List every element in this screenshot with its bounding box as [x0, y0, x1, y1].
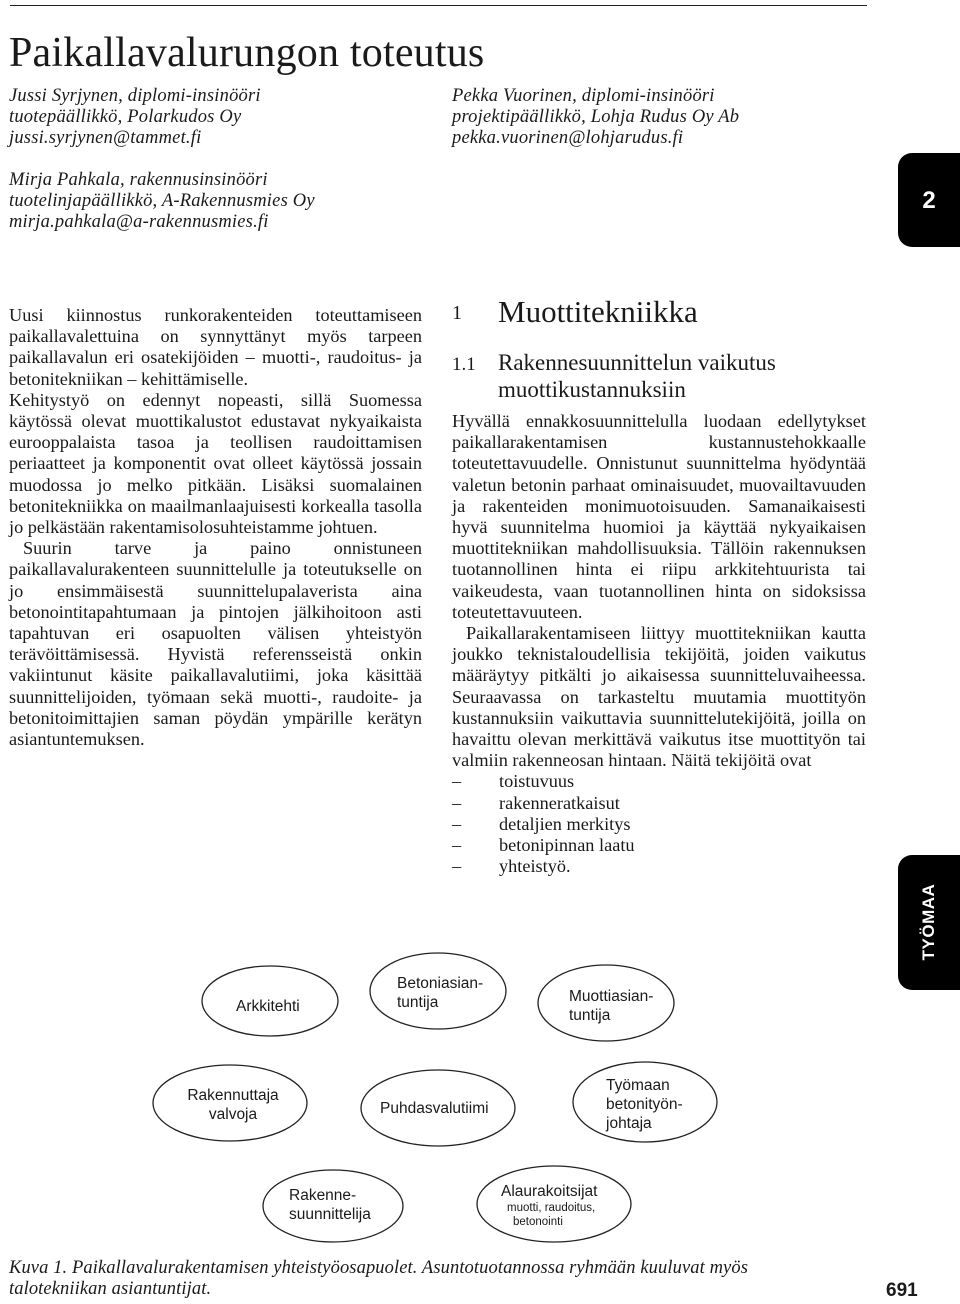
intro-paragraph-2: Kehitystyö on edennyt nopeasti, sillä Suomessa käytössä olevat muottikalustot edustavat nykyaikaista eurooppalaista tasoa ja teollisen raudoittamisen periaatteet ja komponentit ovat olleet käytössä jossain muodossa jo melko pitkään. Lisäksi suomalainen betonitekniikka on maailmanlaajuisesti korkealla tasolla jo pelkästään rakentamisolosuhteistamme johtuen.: [9, 389, 422, 538]
author-name: Mirja Pahkala, rakennusinsinööri: [9, 170, 268, 190]
node-betoniasiantuntija: [397, 974, 483, 1012]
node-arkkitehti: Arkkitehti: [236, 998, 300, 1015]
author-role: tuotelinjapäällikkö, A-Rakennusmies Oy: [9, 191, 315, 211]
node-label-line: valvoja: [208, 1106, 258, 1123]
list-item: – detaljien merkitys: [452, 814, 866, 835]
author-email: jussi.syrjynen@tammet.fi: [9, 128, 202, 148]
node-alaurakoitsijat: [501, 1182, 598, 1229]
caption-line: talotekniikan asiantuntijat.: [9, 1279, 212, 1299]
intro-column: [9, 305, 422, 750]
node-label-line: Muottiasian-: [569, 988, 654, 1005]
chapter-tab: [898, 153, 960, 247]
factor-list: [452, 771, 866, 877]
node-label-line: tuntija: [397, 994, 439, 1011]
author-name: Pekka Vuorinen, diplomi-insinööri: [452, 86, 715, 106]
subsection-number: 1.1: [452, 354, 476, 375]
node-puhdasvalutiimi: Puhdasvalutiimi: [380, 1100, 489, 1117]
author-block-1: [9, 86, 261, 149]
node-label-line: Alaurakoitsijat: [501, 1183, 598, 1200]
page-number: 691: [886, 1280, 918, 1301]
author-block-2: [452, 86, 739, 149]
list-item: – betonipinnan laatu: [452, 835, 866, 856]
section-heading-1-1: [452, 350, 776, 402]
node-label-line: Rakennuttaja: [187, 1087, 279, 1104]
node-sublabel: betonointi: [513, 1216, 563, 1228]
node-rakennuttaja: [183, 1086, 283, 1124]
figure-caption: [9, 1258, 889, 1300]
node-sublabel: muotti, raudoitus,: [507, 1202, 596, 1214]
collaboration-diagram: [0, 940, 960, 1250]
section-title: Muottitekniikka: [498, 294, 698, 329]
author-role: projektipäällikkö, Lohja Rudus Oy Ab: [452, 107, 740, 127]
intro-paragraph-1: Uusi kiinnostus runkorakenteiden toteuttamiseen paikallavalettuina on synnyttänyt myös tarpeen paikallavalun eri osatekijöiden – muotti-, raudoitus- ja betonitekniikan – kehittämiselle.: [9, 305, 422, 389]
node-tyomaa: [606, 1076, 683, 1133]
body-paragraph-1: Hyvällä ennakkosuunnittelulla luodaan edellytykset paikallarakentamisen kustannustehokkaalle toteutettavuudelle. Onnistunut suunnittelma hyödyntää valetun betonin parhaat ominaisuudet, muovailtavuuden ja rakenteiden monimuotoisuuden. Samanaikaisesti hyvä suunnitelma huomioi ja käyttää nykyaikaisen muottitekniikan mahdollisuuksia. Tällöin rakennuksen tuotannollinen hinta ei riipu arkkitehtuurista tai vaikeudesta, vaan tuotannollinen hinta on sidoksissa toteutettavuuteen.: [452, 411, 866, 622]
node-label-line: johtaja: [606, 1115, 652, 1132]
node-label-line: Betoniasian-: [397, 975, 484, 992]
body-paragraph-2: Paikallarakentamiseen liittyy muottitekniikan kautta joukko teknistaloudellisia tekijöitä, joiden vaikutus määräytyy pitkälti jo aikaisessa suunnitteluvaiheessa. Seuraavassa on tarkasteltu muutamia muottityön kustannuksiin vaikuttavia suunnittelutekijöitä, joilla on havaittu olevan merkittävä vaikutus itse muottityön tai valmiin rakenneosan hintaan. Näitä tekijöitä ovat: [452, 623, 866, 771]
caption-line: Kuva 1. Paikallavalurakentamisen yhteistyöosapuolet. Asuntotuotannossa ryhmään kuuluvat myös: [9, 1258, 749, 1278]
author-name: Jussi Syrjynen, diplomi-insinööri: [9, 86, 261, 106]
subsection-title-line2: muottikustannuksiin: [498, 377, 686, 402]
subsection-title-line1: Rakennesuunnittelun vaikutus: [498, 350, 776, 375]
author-role: tuotepäällikkö, Polarkudos Oy: [9, 107, 242, 127]
author-block-3: [9, 170, 315, 233]
chapter-number: 2: [922, 187, 936, 214]
section-heading-1: [452, 294, 698, 331]
list-item: – rakenneratkaisut: [452, 793, 866, 814]
section-number: 1: [452, 302, 462, 324]
node-label-line: suunnittelija: [289, 1206, 371, 1223]
node-label-line: Rakenne-: [289, 1187, 357, 1204]
author-email: pekka.vuorinen@lohjarudus.fi: [452, 128, 684, 148]
intro-paragraph-3: Suurin tarve ja paino onnistuneen paikallavalurakenteen suunnittelulle ja toteutukselle on jo ensimmäisestä suunnittelupalaverista aina betonointitapahtumaan ja pintojen jälkihoitoon asti tapahtuvan eri osapuolten välisen yhteistyön terävöittämisessä. Hyvistä referensseistä onkin vakiintunut käsite paikallavalutiimi, joka käsittää suunnittelijoiden, työmaan sekä muotti-, raudoite- ja betonitoimittajien saman pöydän ympärille kerätyn asiantuntemuksen.: [9, 538, 422, 750]
node-rakennesuunnittelija: [289, 1186, 371, 1224]
body-column-right: [452, 411, 866, 877]
top-rule: [10, 5, 867, 6]
list-item: – yhteistyö.: [452, 856, 866, 877]
node-label-line: betonityön-: [606, 1096, 683, 1113]
author-email: mirja.pahkala@a-rakennusmies.fi: [9, 212, 269, 232]
section-tab-label: TYÖMAA: [919, 883, 938, 961]
node-muottiasiantuntija: [569, 987, 653, 1025]
node-label-line: Työmaan: [606, 1077, 670, 1094]
node-label-line: tuntija: [569, 1007, 611, 1024]
article-title: Paikallavalurungon toteutus: [9, 30, 485, 76]
list-item: – toistuvuus: [452, 771, 866, 792]
